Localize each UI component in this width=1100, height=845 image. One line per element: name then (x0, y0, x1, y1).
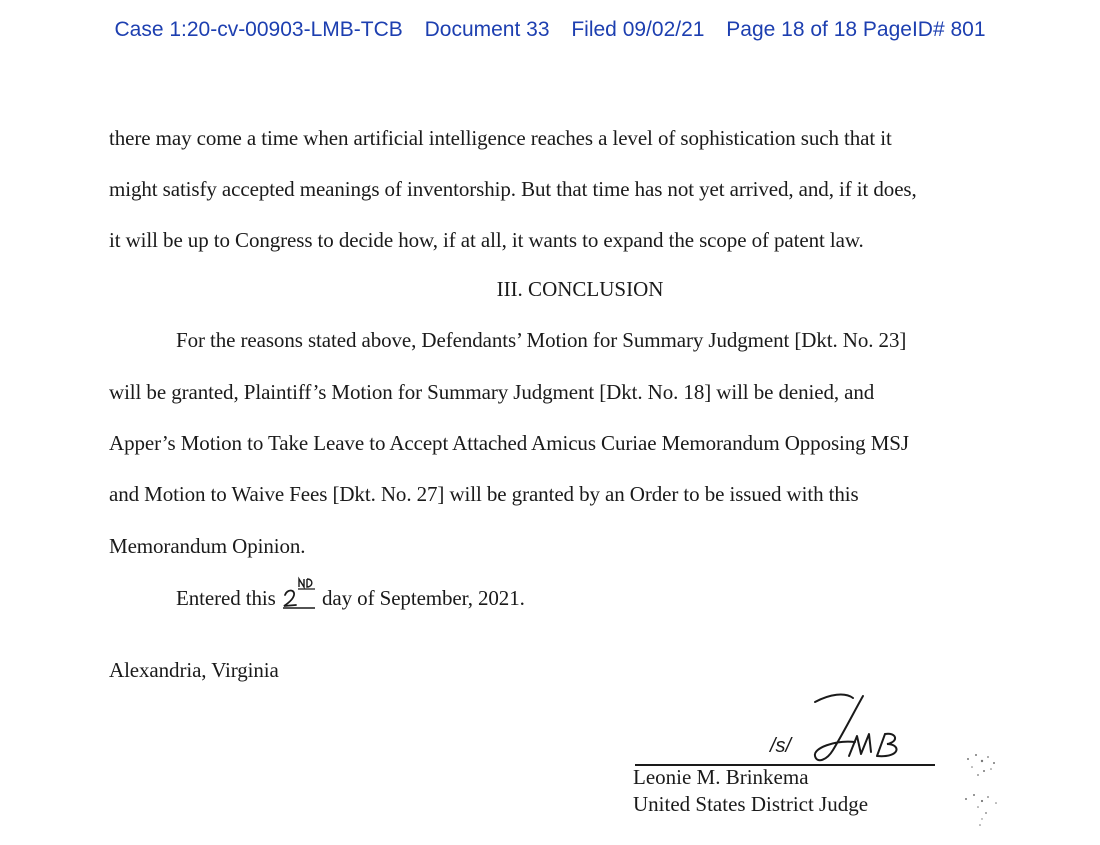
body-line: might satisfy accepted meanings of inventorship. But that time has not yet arrived, and, if it does, (109, 177, 917, 201)
page-id: Page 18 of 18 PageID# 801 (726, 18, 986, 41)
scan-noise (958, 745, 1008, 835)
conclusion-line: Apper’s Motion to Take Leave to Accept Attached Amicus Curiae Memorandum Opposing MSJ (109, 431, 909, 455)
entered-prefix: Entered this (176, 586, 276, 610)
case-header (0, 18, 1100, 42)
body-line: there may come a time when artificial intelligence reaches a level of sophistication such that it (109, 126, 892, 150)
section-heading: III. CONCLUSION (496, 277, 664, 301)
conclusion-line: and Motion to Waive Fees [Dkt. No. 27] will be granted by an Order to be issued with this (109, 482, 859, 506)
conclusion-line: For the reasons stated above, Defendants’ Motion for Summary Judgment [Dkt. No. 23] (176, 328, 907, 352)
filed-date: Filed 09/02/21 (571, 18, 705, 41)
signature-initials (805, 690, 925, 770)
handwritten-day-mark (281, 575, 321, 609)
entered-suffix: day of September, 2021. (322, 586, 525, 610)
signer-title: United States District Judge (633, 792, 869, 816)
signer-name: Leonie M. Brinkema (633, 765, 809, 789)
case-number: Case 1:20-cv-00903-LMB-TCB (114, 18, 403, 41)
entered-line (176, 585, 525, 611)
body-line: it will be up to Congress to decide how, if at all, it wants to expand the scope of patent law. (109, 228, 864, 252)
handwritten-day (281, 585, 317, 607)
conclusion-line: Memorandum Opinion. (109, 534, 306, 558)
conclusion-line: will be granted, Plaintiff’s Motion for Summary Judgment [Dkt. No. 18] will be denied, and (109, 380, 875, 404)
slash-s: /s/ (770, 735, 792, 757)
document-number: Document 33 (424, 18, 550, 41)
location: Alexandria, Virginia (109, 658, 279, 682)
